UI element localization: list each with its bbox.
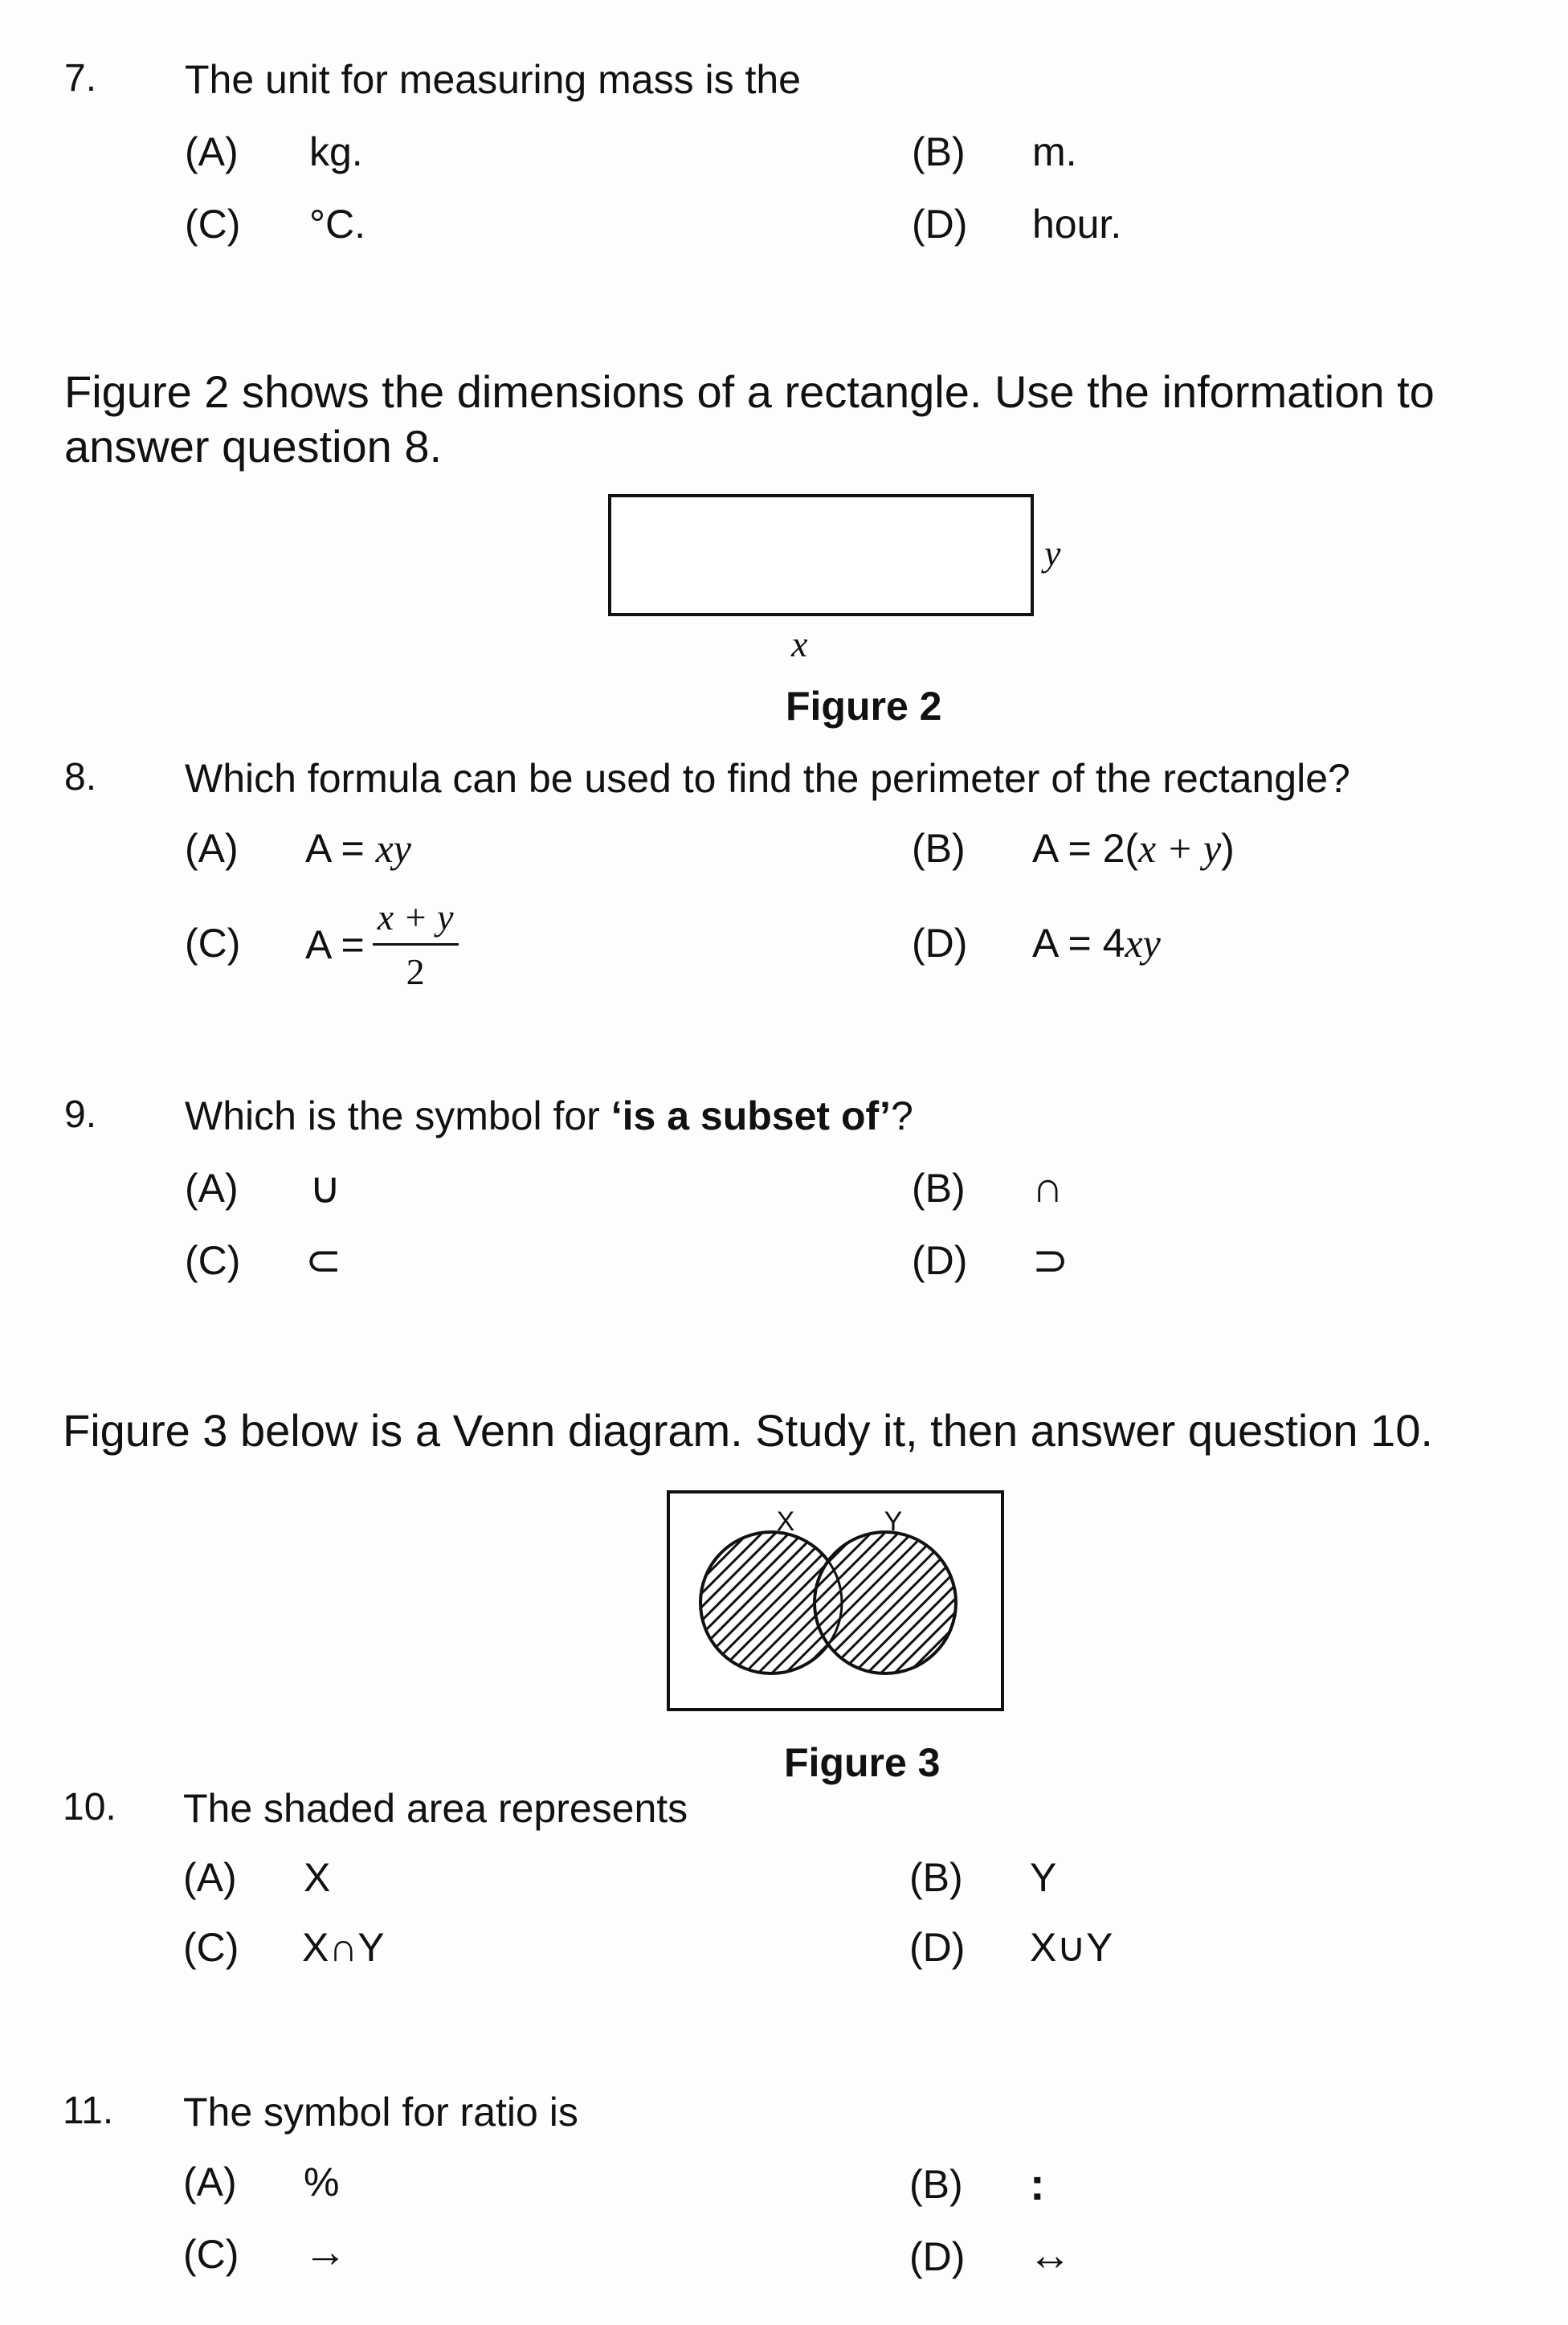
q9-stem-bold: ‘is a subset of’ xyxy=(610,1093,891,1138)
q8-option-c-formula xyxy=(305,896,459,993)
q11-option-a-letter[interactable]: (A) xyxy=(183,2160,237,2204)
q11-option-a-text: % xyxy=(304,2160,340,2204)
question-9-stem xyxy=(185,1093,913,1139)
q8-option-b-formula xyxy=(1032,825,1235,872)
question-8-number: 8. xyxy=(64,756,97,799)
q10-option-d-text: X∪Y xyxy=(1030,1925,1113,1970)
q9-option-d-letter[interactable]: (D) xyxy=(912,1238,968,1283)
q9-option-b-symbol: ∩ xyxy=(1032,1163,1064,1212)
question-11-number: 11. xyxy=(63,2090,114,2132)
q7-option-d-letter[interactable]: (D) xyxy=(912,202,968,247)
q8-option-a-letter[interactable]: (A) xyxy=(185,826,239,871)
q8-option-b-close: ) xyxy=(1221,826,1235,871)
q11-option-d-symbol: ↔ xyxy=(1028,2231,1072,2279)
q8-option-a-formula xyxy=(305,825,411,872)
fraction-denominator: 2 xyxy=(406,951,425,992)
q10-option-a-text: X xyxy=(304,1855,331,1900)
question-11-stem: The symbol for ratio is xyxy=(183,2090,578,2135)
figure-3-caption: Figure 3 xyxy=(784,1740,941,1785)
q10-option-d-letter[interactable]: (D) xyxy=(909,1925,966,1970)
q7-option-a-text: kg. xyxy=(309,129,363,174)
question-10-number: 10. xyxy=(63,1786,116,1829)
set-y-label: Y xyxy=(884,1506,903,1537)
figure-3-intro: Figure 3 below is a Venn diagram. Study it, then answer question 10. xyxy=(63,1405,1433,1456)
q11-option-c-symbol: → xyxy=(304,2228,347,2276)
q7-option-a-letter[interactable]: (A) xyxy=(185,129,239,174)
q11-option-b-letter[interactable]: (B) xyxy=(909,2162,963,2207)
q10-option-c-letter[interactable]: (C) xyxy=(183,1925,239,1970)
q10-option-c-text: X∩Y xyxy=(302,1925,385,1970)
figure-2-caption: Figure 2 xyxy=(786,684,942,729)
q10-option-b-text: Y xyxy=(1030,1855,1057,1900)
question-7-stem: The unit for measuring mass is the xyxy=(185,57,801,102)
q7-option-b-text: m. xyxy=(1032,129,1077,174)
q8-option-b-prefix: A = 2( xyxy=(1032,826,1139,871)
question-10-stem: The shaded area represents xyxy=(183,1786,688,1831)
q9-option-a-letter[interactable]: (A) xyxy=(185,1166,239,1211)
question-9-number: 9. xyxy=(64,1093,97,1136)
venn-diagram xyxy=(667,1490,1004,1711)
q8-option-d-formula xyxy=(1032,920,1161,966)
q7-option-c-text: °C. xyxy=(309,202,365,247)
q8-option-a-variable: xy xyxy=(375,826,411,871)
q8-option-b-variable: x + y xyxy=(1138,826,1222,871)
rectangle-width-label: x xyxy=(791,623,808,664)
set-y-circle xyxy=(815,1532,956,1673)
venn-diagram-svg xyxy=(667,1490,1004,1711)
set-x-label: X xyxy=(776,1506,795,1537)
figure-2-rectangle xyxy=(608,494,1034,616)
figure-2-intro-line-1: Figure 2 shows the dimensions of a rectangle. Use the information to xyxy=(64,366,1435,417)
q8-option-c-fraction xyxy=(373,896,459,993)
q10-option-a-letter[interactable]: (A) xyxy=(183,1855,237,1900)
fraction-numerator: x + y xyxy=(373,896,459,946)
q9-option-d-symbol: ⊃ xyxy=(1032,1236,1069,1285)
q8-option-d-letter[interactable]: (D) xyxy=(912,921,968,966)
q9-stem-prefix: Which is the symbol for xyxy=(185,1093,611,1138)
q9-option-a-symbol: ∪ xyxy=(309,1164,341,1212)
q8-option-c-prefix: A = xyxy=(305,921,365,967)
q8-option-c-letter[interactable]: (C) xyxy=(185,921,241,966)
q8-option-d-variable: xy xyxy=(1125,921,1161,966)
rectangle-height-label: y xyxy=(1044,533,1061,574)
q7-option-b-letter[interactable]: (B) xyxy=(912,129,966,174)
q7-option-c-letter[interactable]: (C) xyxy=(185,202,241,247)
q10-option-b-letter[interactable]: (B) xyxy=(909,1855,963,1900)
q11-option-c-letter[interactable]: (C) xyxy=(183,2232,239,2277)
q9-option-c-symbol: ⊂ xyxy=(305,1236,342,1285)
q9-stem-suffix: ? xyxy=(890,1093,913,1138)
q8-option-a-prefix: A = xyxy=(305,826,376,871)
q11-option-b-text: : xyxy=(1030,2159,1045,2209)
q9-option-c-letter[interactable]: (C) xyxy=(185,1238,241,1283)
q11-option-d-letter[interactable]: (D) xyxy=(909,2234,966,2279)
question-7-number: 7. xyxy=(64,57,97,100)
q8-option-d-prefix: A = 4 xyxy=(1032,921,1125,966)
figure-2-intro-line-2: answer question 8. xyxy=(64,421,443,472)
q8-option-b-letter[interactable]: (B) xyxy=(912,826,966,871)
question-8-stem: Which formula can be used to find the perimeter of the rectangle? xyxy=(185,756,1350,801)
q9-option-b-letter[interactable]: (B) xyxy=(912,1166,966,1211)
q7-option-d-text: hour. xyxy=(1032,202,1122,247)
